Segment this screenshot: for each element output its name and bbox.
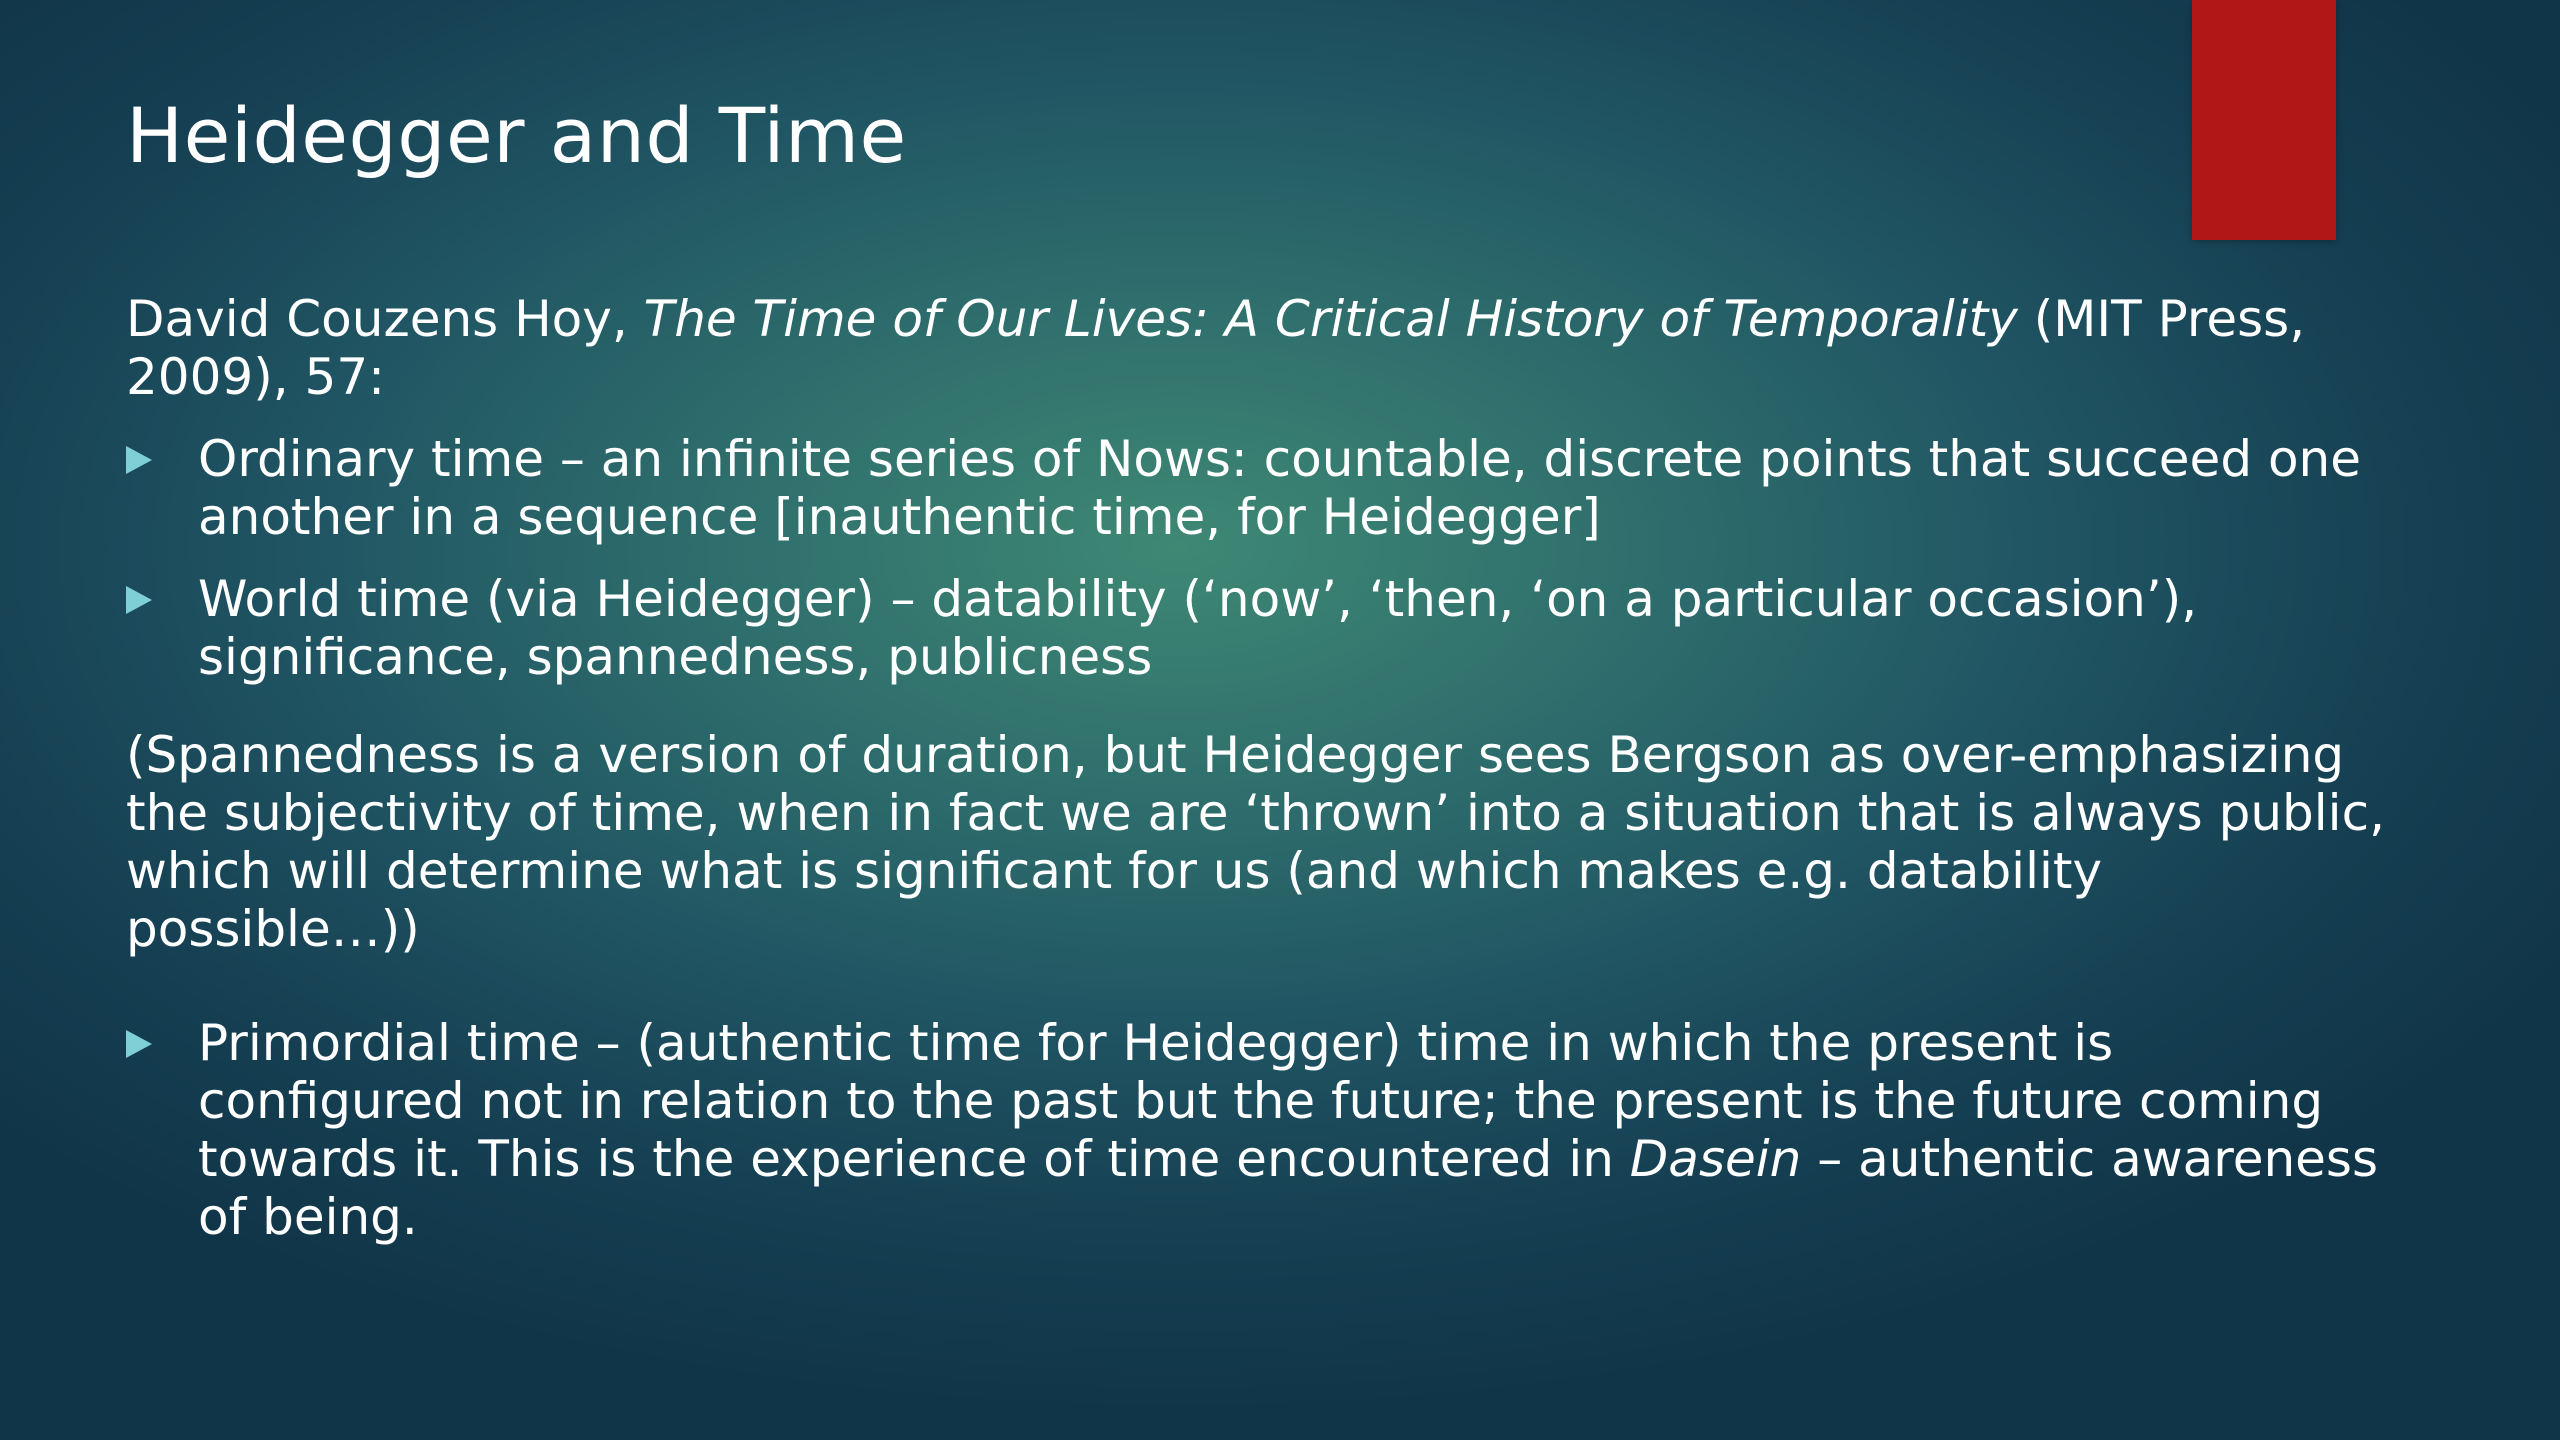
citation-author: David Couzens Hoy, xyxy=(126,290,644,348)
bullet-world-time xyxy=(126,570,2386,686)
triangle-bullet-icon xyxy=(126,1030,152,1058)
bullet-text: Ordinary time – an infinite series of Nows: countable, discrete points that succeed one another in a sequence [inauthentic time, for Heidegger] xyxy=(198,430,2361,546)
accent-bar xyxy=(2192,0,2336,240)
bullet-text-after: – authentic awareness of being. xyxy=(198,1130,2379,1246)
triangle-bullet-icon xyxy=(126,446,152,474)
bullet-text-before: Primordial time – (authentic time for Heidegger) time in which the present is configured not in relation to the past but the future; the present is the future coming towards it. This is the experience of time encountered in xyxy=(198,1014,2324,1188)
bullet-primordial-time xyxy=(126,1014,2386,1246)
citation xyxy=(126,290,2386,406)
slide-title: Heidegger and Time xyxy=(126,91,907,180)
triangle-bullet-icon xyxy=(126,586,152,614)
bullet-text: World time (via Heidegger) – datability (‘now’, ‘then, ‘on a particular occasion’), significance, spannedness, publicness xyxy=(198,570,2198,686)
citation-rest: (MIT Press, 2009), 57: xyxy=(126,290,2306,406)
bullet-text-italic: Dasein xyxy=(1629,1130,1802,1188)
slide-content xyxy=(126,290,2386,1270)
bullet-ordinary-time xyxy=(126,430,2386,546)
citation-book-title: The Time of Our Lives: A Critical History of Temporality xyxy=(643,290,2018,348)
spannedness-note: (Spannedness is a version of duration, but Heidegger sees Bergson as over-emphasizing the subjectivity of time, when in fact we are ‘thrown’ into a situation that is always public, which will determine what is significant for us (and which makes e.g. datability possible…)) xyxy=(126,726,2385,958)
